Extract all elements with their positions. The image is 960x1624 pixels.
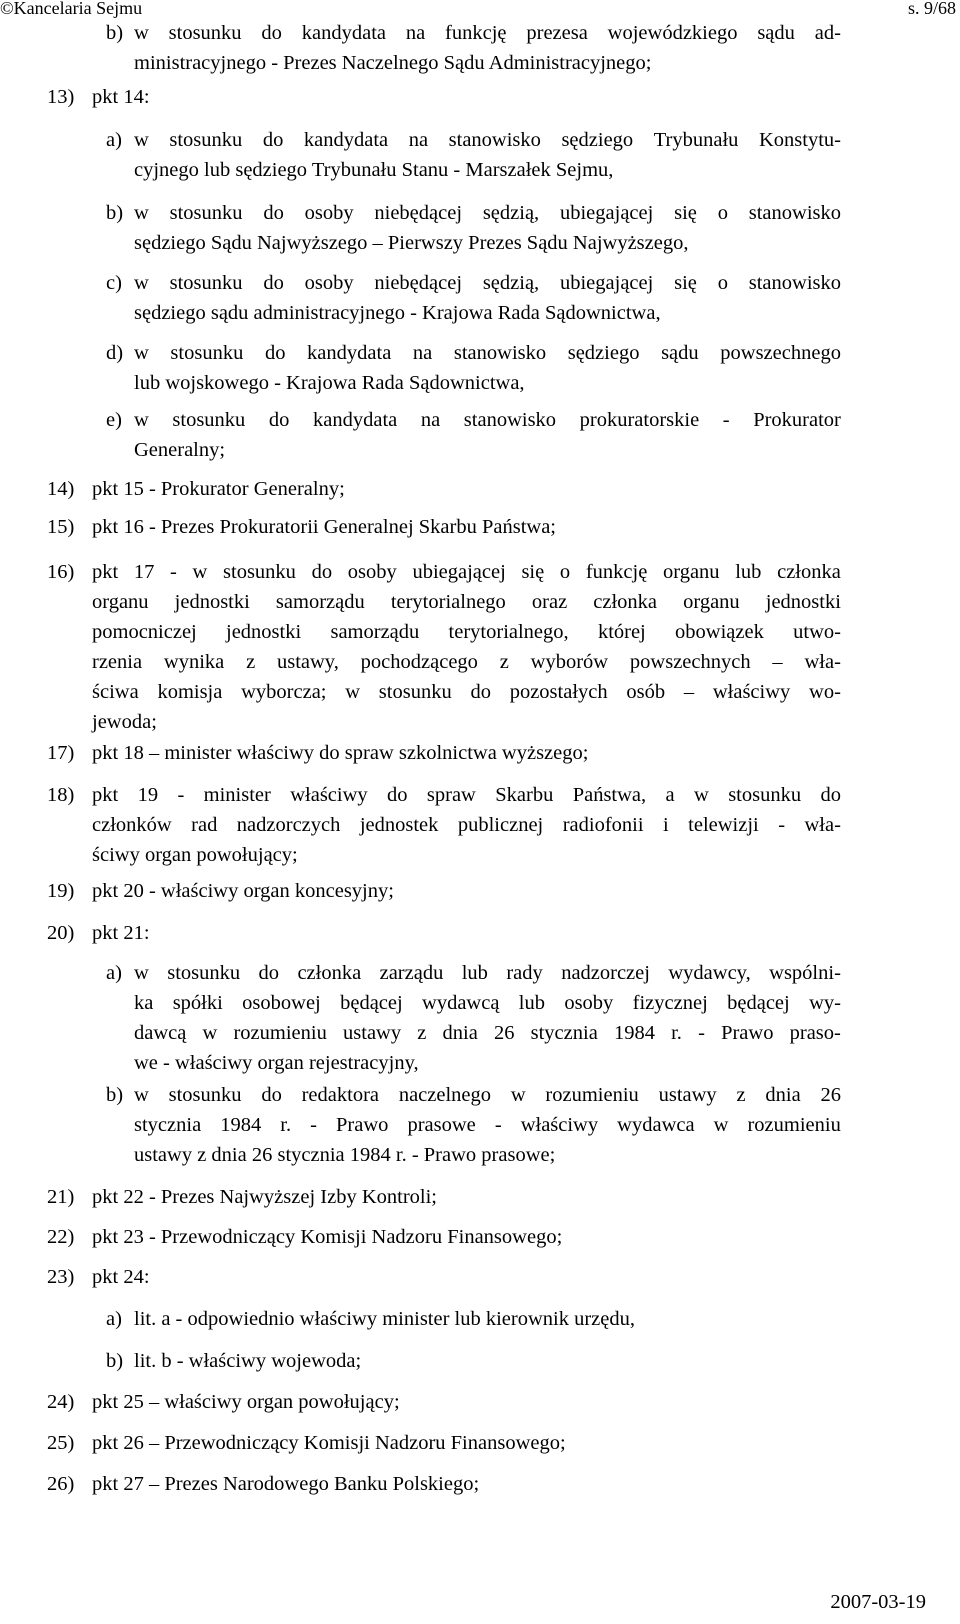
list-item [47,876,841,906]
text-line: pkt 27 – Prezes Narodowego Banku Polskiego; [92,1473,480,1495]
text-line: pkt 14: [92,86,150,108]
text-line: lub wojskowego - Krajowa Rada Sądownictwa, [134,372,525,394]
item-text [134,405,841,465]
text-line: w stosunku do kandydata na stanowisko sędziego Trybunału Konstytu- [134,129,841,151]
text-line: lit. b - właściwy wojewoda; [134,1350,362,1372]
item-number: e) [106,409,122,431]
text-line: w stosunku do osoby niebędącej sędzią, ubiegającej się o stanowisko [134,202,841,224]
item-text [134,338,841,398]
text-line: pkt 19 - minister właściwy do spraw Skarbu Państwa, a w stosunku do [92,784,841,806]
item-text [92,1222,841,1252]
text-line: pkt 17 - w stosunku do osoby ubiegającej się o funkcję organu lub członka [92,561,841,583]
list-item [106,268,841,328]
list-item [47,780,841,870]
text-line: członków rad nadzorczych jednostek publicznej radiofonii i telewizji - wła- [92,814,841,836]
item-number: 19) [47,880,75,902]
item-text [92,1469,841,1499]
text-line: ministracyjnego - Prezes Naczelnego Sądu Administracyjnego; [134,52,652,74]
text-line: sędziego sądu administracyjnego - Krajowa Rada Sądownictwa, [134,302,661,324]
text-line: w stosunku do redaktora naczelnego w rozumieniu ustawy z dnia 26 [134,1084,841,1106]
item-number: 22) [47,1226,75,1248]
list-item [106,1304,841,1334]
item-number: c) [106,272,122,294]
item-text [92,1262,841,1292]
list-item [47,738,841,768]
text-line: w stosunku do kandydata na stanowisko prokuratorskie - Prokurator [134,409,841,431]
text-line: jewoda; [92,711,157,733]
text-line: pkt 15 - Prokurator Generalny; [92,478,345,500]
item-text [134,198,841,258]
item-text [92,82,841,112]
list-item [47,557,841,737]
list-item [47,1387,841,1417]
item-number: 16) [47,561,75,583]
list-item [47,918,841,948]
item-number: b) [106,202,124,224]
text-line: ka spółki osobowej będącej wydawcą lub osoby fizycznej będącej wy- [134,992,841,1014]
text-line: ściwa komisja wyborcza; w stosunku do pozostałych osób – właściwy wo- [92,681,841,703]
list-item [106,1080,841,1170]
item-number: a) [106,962,122,984]
text-line: pkt 16 - Prezes Prokuratorii Generalnej Skarbu Państwa; [92,516,556,538]
item-text [92,1182,841,1212]
list-item [106,125,841,185]
item-text [92,918,841,948]
text-line: pkt 20 - właściwy organ koncesyjny; [92,880,394,902]
text-line: organu jednostki samorządu terytorialnego oraz członka organu jednostki [92,591,841,613]
item-text [92,738,841,768]
header-page-number: s. 9/68 [907,0,956,18]
item-text [92,780,841,870]
item-text [134,268,841,328]
item-text [92,512,841,542]
item-number: b) [106,1084,124,1106]
item-text [134,1080,841,1170]
list-item [47,82,841,112]
item-number: d) [106,342,124,364]
footer-date: 2007-03-19 [830,1591,926,1613]
text-line: pkt 24: [92,1266,150,1288]
item-text [134,18,841,78]
item-number: a) [106,129,122,151]
item-number: 17) [47,742,75,764]
text-line: pkt 25 – właściwy organ powołujący; [92,1391,400,1413]
item-number: 25) [47,1432,75,1454]
text-line: pkt 21: [92,922,150,944]
item-number: a) [106,1308,122,1330]
list-item [106,958,841,1078]
list-item [47,1182,841,1212]
list-item [106,198,841,258]
text-line: lit. a - odpowiednio właściwy minister lub kierownik urzędu, [134,1308,636,1330]
list-item [47,1222,841,1252]
item-number: 24) [47,1391,75,1413]
item-number: 26) [47,1473,75,1495]
item-text [92,474,841,504]
item-text [92,876,841,906]
text-line: ściwy organ powołujący; [92,844,298,866]
item-number: 18) [47,784,75,806]
text-line: Generalny; [134,439,226,461]
item-text [134,1304,841,1334]
list-item [106,1346,841,1376]
item-number: 15) [47,516,75,538]
item-text [92,557,841,737]
text-line: pkt 22 - Prezes Najwyższej Izby Kontroli; [92,1186,437,1208]
list-item [47,1262,841,1292]
text-line: pkt 18 – minister właściwy do spraw szkolnictwa wyższego; [92,742,589,764]
text-line: sędziego Sądu Najwyższego – Pierwszy Prezes Sądu Najwyższego, [134,232,689,254]
text-line: cyjnego lub sędziego Trybunału Stanu - Marszałek Sejmu, [134,159,614,181]
header-left: ©Kancelaria Sejmu [0,0,143,18]
item-text [134,125,841,185]
item-number: 21) [47,1186,75,1208]
list-item [106,18,841,78]
text-line: stycznia 1984 r. - Prawo prasowe - właściwy wydawca w rozumieniu [134,1114,841,1136]
item-number: 20) [47,922,75,944]
text-line: we - właściwy organ rejestracyjny, [134,1052,419,1074]
item-number: 23) [47,1266,75,1288]
list-item [106,405,841,465]
text-line: pomocniczej jednostki samorządu terytorialnego, której obowiązek utwo- [92,621,841,643]
list-item [47,512,841,542]
text-line: w stosunku do osoby niebędącej sędzią, ubiegającej się o stanowisko [134,272,841,294]
list-item [106,338,841,398]
item-text [134,1346,841,1376]
text-line: rzenia wynika z ustawy, pochodzącego z wyborów powszechnych – wła- [92,651,841,673]
item-text [134,958,841,1078]
item-number: b) [106,1350,124,1372]
item-text [92,1387,841,1417]
item-number: 13) [47,86,75,108]
item-number: b) [106,22,124,44]
item-number: 14) [47,478,75,500]
item-text [92,1428,841,1458]
text-line: w stosunku do kandydata na stanowisko sędziego sądu powszechnego [134,342,841,364]
text-line: w stosunku do kandydata na funkcję prezesa wojewódzkiego sądu ad- [134,22,841,44]
list-item [47,1469,841,1499]
list-item [47,474,841,504]
text-line: pkt 26 – Przewodniczący Komisji Nadzoru Finansowego; [92,1432,566,1454]
text-line: pkt 23 - Przewodniczący Komisji Nadzoru Finansowego; [92,1226,563,1248]
text-line: ustawy z dnia 26 stycznia 1984 r. - Prawo prasowe; [134,1144,556,1166]
text-line: dawcą w rozumieniu ustawy z dnia 26 stycznia 1984 r. - Prawo praso- [134,1022,841,1044]
list-item [47,1428,841,1458]
text-line: w stosunku do członka zarządu lub rady nadzorczej wydawcy, wspólni- [134,962,841,984]
